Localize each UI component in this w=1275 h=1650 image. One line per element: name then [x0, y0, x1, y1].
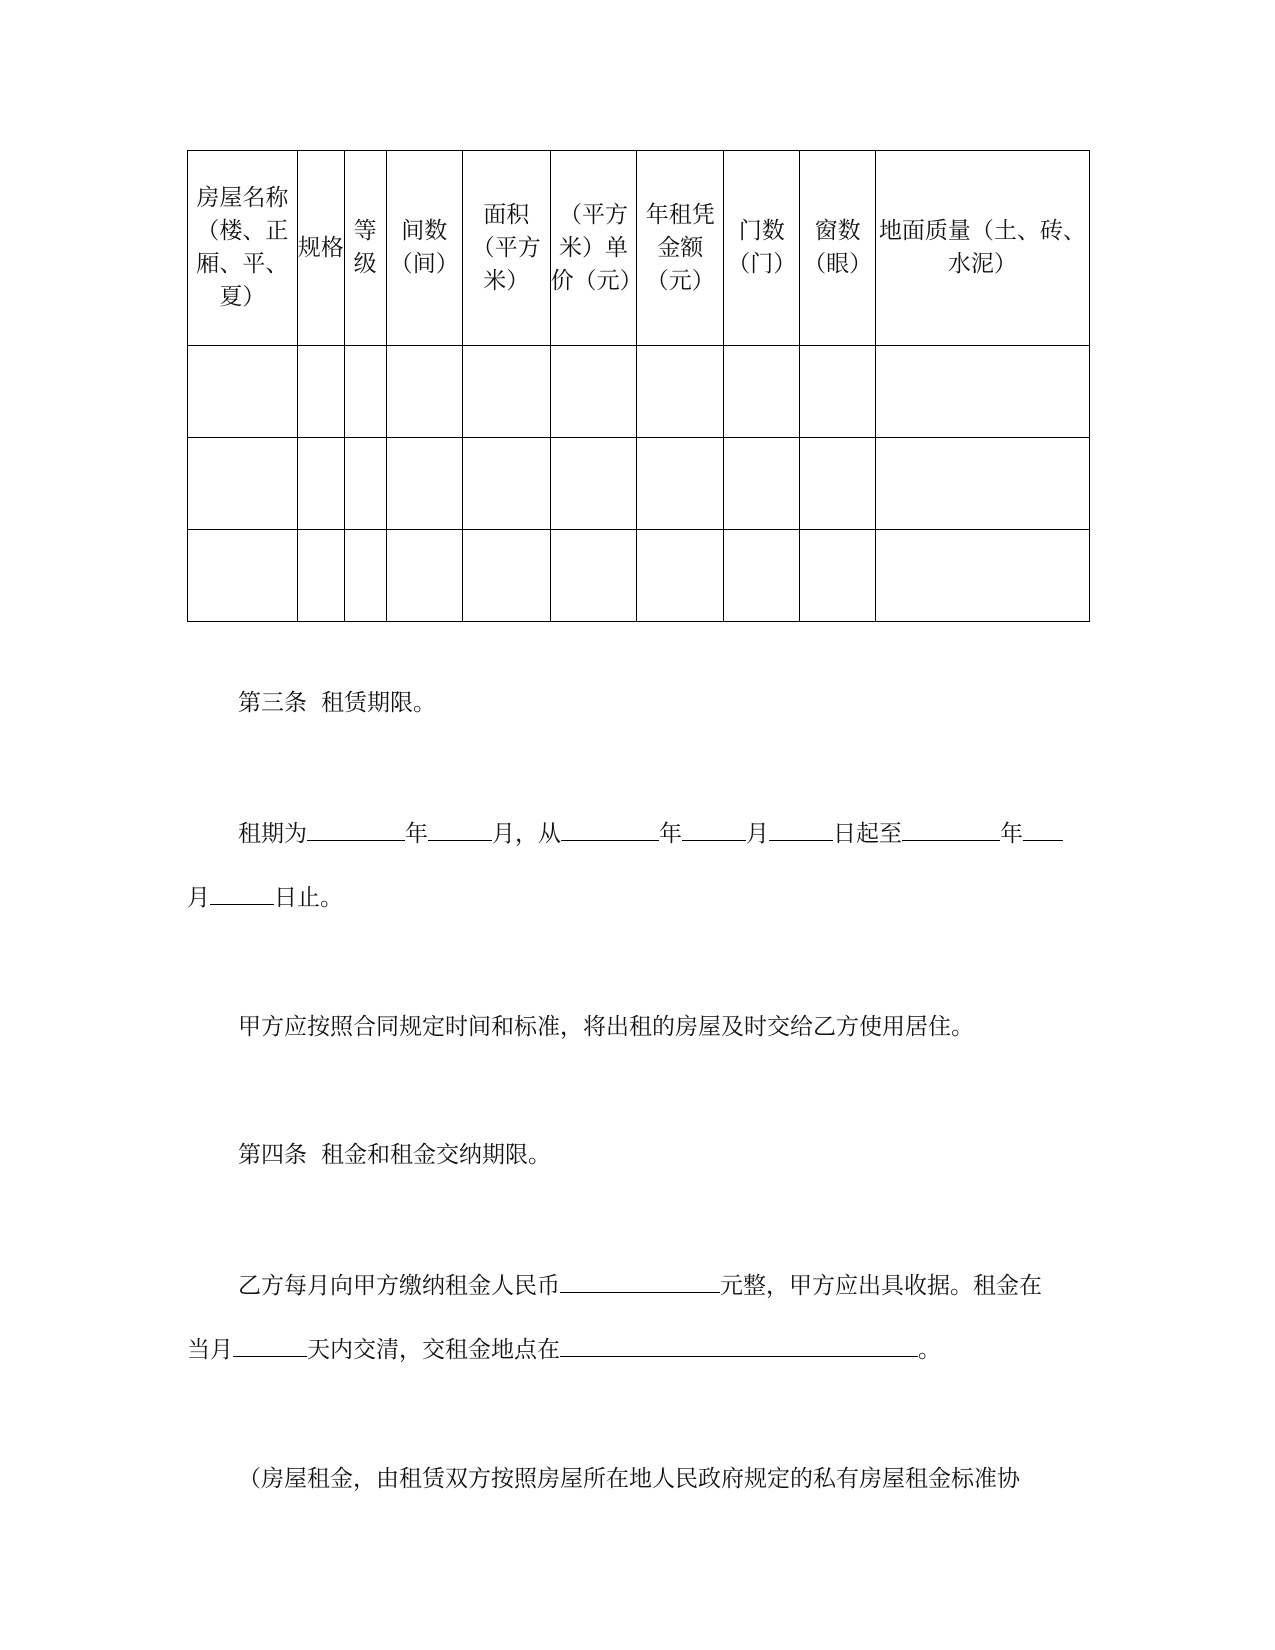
- table-cell[interactable]: [188, 530, 298, 622]
- property-table: [187, 150, 1090, 622]
- start-day-blank[interactable]: [769, 818, 833, 841]
- table-row: [188, 530, 1090, 622]
- text-segment: 年: [659, 821, 682, 847]
- table-cell[interactable]: [188, 438, 298, 530]
- text-segment: 日止。: [274, 885, 343, 911]
- rent-line2: [187, 1334, 941, 1365]
- text-segment: 。: [918, 1337, 941, 1363]
- header-text: 地面质量（土、砖、水泥）: [878, 218, 1086, 277]
- table-cell[interactable]: [550, 530, 637, 622]
- table-cell[interactable]: [344, 438, 386, 530]
- start-month-blank[interactable]: [682, 818, 746, 841]
- table-cell[interactable]: [188, 346, 298, 438]
- table-cell[interactable]: [875, 438, 1089, 530]
- table-cell[interactable]: [637, 530, 724, 622]
- header-floor-quality: [875, 151, 1089, 346]
- year-count-blank[interactable]: [307, 818, 405, 841]
- table-row: [188, 438, 1090, 530]
- rent-line1: [238, 1270, 1042, 1301]
- text-segment: 天内交清，交租金地点在: [307, 1337, 560, 1363]
- article3-number: 第三条: [238, 690, 307, 716]
- header-text: 房屋名称（楼、正厢、平、夏）: [196, 185, 289, 310]
- table-cell[interactable]: [297, 438, 344, 530]
- table-cell[interactable]: [462, 346, 550, 438]
- table-cell[interactable]: [344, 346, 386, 438]
- header-annual-rent: [637, 151, 724, 346]
- table-cell[interactable]: [875, 530, 1089, 622]
- table-cell[interactable]: [800, 438, 875, 530]
- header-text: 面积（平方米）: [471, 201, 541, 294]
- days-blank[interactable]: [233, 1334, 307, 1357]
- header-doors: [724, 151, 800, 346]
- table-cell[interactable]: [875, 346, 1089, 438]
- article3-title: 租赁期限。: [321, 690, 436, 716]
- table-cell[interactable]: [462, 530, 550, 622]
- table-cell[interactable]: [386, 530, 462, 622]
- payment-location-blank[interactable]: [560, 1334, 918, 1357]
- delivery-paragraph: 甲方应按照合同规定时间和标准，将出租的房屋及时交给乙方使用居住。: [238, 1014, 974, 1040]
- text-segment: 乙方每月向甲方缴纳租金人民币: [238, 1273, 560, 1299]
- header-text: 规格: [297, 234, 344, 261]
- header-area: [462, 151, 550, 346]
- table-header-row: [188, 151, 1090, 346]
- header-spec: [297, 151, 344, 346]
- end-day-blank[interactable]: [210, 882, 274, 905]
- header-unit-price: [550, 151, 643, 346]
- article4-heading: [238, 1140, 551, 1170]
- table-cell[interactable]: [724, 438, 800, 530]
- header-text: 等级: [353, 218, 377, 277]
- text-segment: 元整，甲方应出具收据。租金在: [720, 1273, 1042, 1299]
- table-cell[interactable]: [386, 346, 462, 438]
- table-row: [188, 346, 1090, 438]
- article4-title: 租金和租金交纳期限。: [321, 1142, 551, 1168]
- article3-heading: [238, 688, 436, 718]
- article4-number: 第四条: [238, 1142, 307, 1168]
- text-segment: 月: [187, 885, 210, 911]
- header-text: 年租凭金额（元）: [645, 201, 715, 294]
- header-rooms: [386, 151, 462, 346]
- table-cell[interactable]: [550, 438, 637, 530]
- table-cell[interactable]: [344, 530, 386, 622]
- header-windows: [800, 151, 875, 346]
- end-month-blank[interactable]: [1023, 818, 1063, 841]
- table-cell[interactable]: [297, 346, 344, 438]
- text-segment: 年: [405, 821, 428, 847]
- table-cell[interactable]: [800, 530, 875, 622]
- text-segment: 租期为: [238, 821, 307, 847]
- header-grade: [344, 151, 386, 346]
- month-count-blank[interactable]: [428, 818, 492, 841]
- lease-term-line1: [238, 818, 1063, 849]
- table-cell[interactable]: [637, 346, 724, 438]
- table-cell[interactable]: [800, 346, 875, 438]
- table-cell[interactable]: [462, 438, 550, 530]
- header-text: （平方米）单价（元）: [550, 201, 643, 294]
- table-cell[interactable]: [297, 530, 344, 622]
- text-segment: 月: [746, 821, 769, 847]
- table-cell[interactable]: [637, 438, 724, 530]
- header-text: 窗数（眼）: [803, 218, 873, 277]
- header-text: 门数（门）: [727, 218, 797, 277]
- table-cell[interactable]: [724, 530, 800, 622]
- table-cell[interactable]: [550, 346, 637, 438]
- rent-amount-blank[interactable]: [560, 1270, 720, 1293]
- header-house-name: [188, 151, 298, 346]
- text-segment: 当月: [187, 1337, 233, 1363]
- table-cell[interactable]: [724, 346, 800, 438]
- rent-note-paragraph: （房屋租金，由租赁双方按照房屋所在地人民政府规定的私有房屋租金标准协: [238, 1466, 1020, 1492]
- end-year-blank[interactable]: [902, 818, 1000, 841]
- start-year-blank[interactable]: [561, 818, 659, 841]
- header-text: 间数（间）: [389, 218, 459, 277]
- text-segment: 日起至: [833, 821, 902, 847]
- table-cell[interactable]: [386, 438, 462, 530]
- text-segment: 年: [1000, 821, 1023, 847]
- lease-term-line2: [187, 882, 343, 913]
- text-segment: 月，从: [492, 821, 561, 847]
